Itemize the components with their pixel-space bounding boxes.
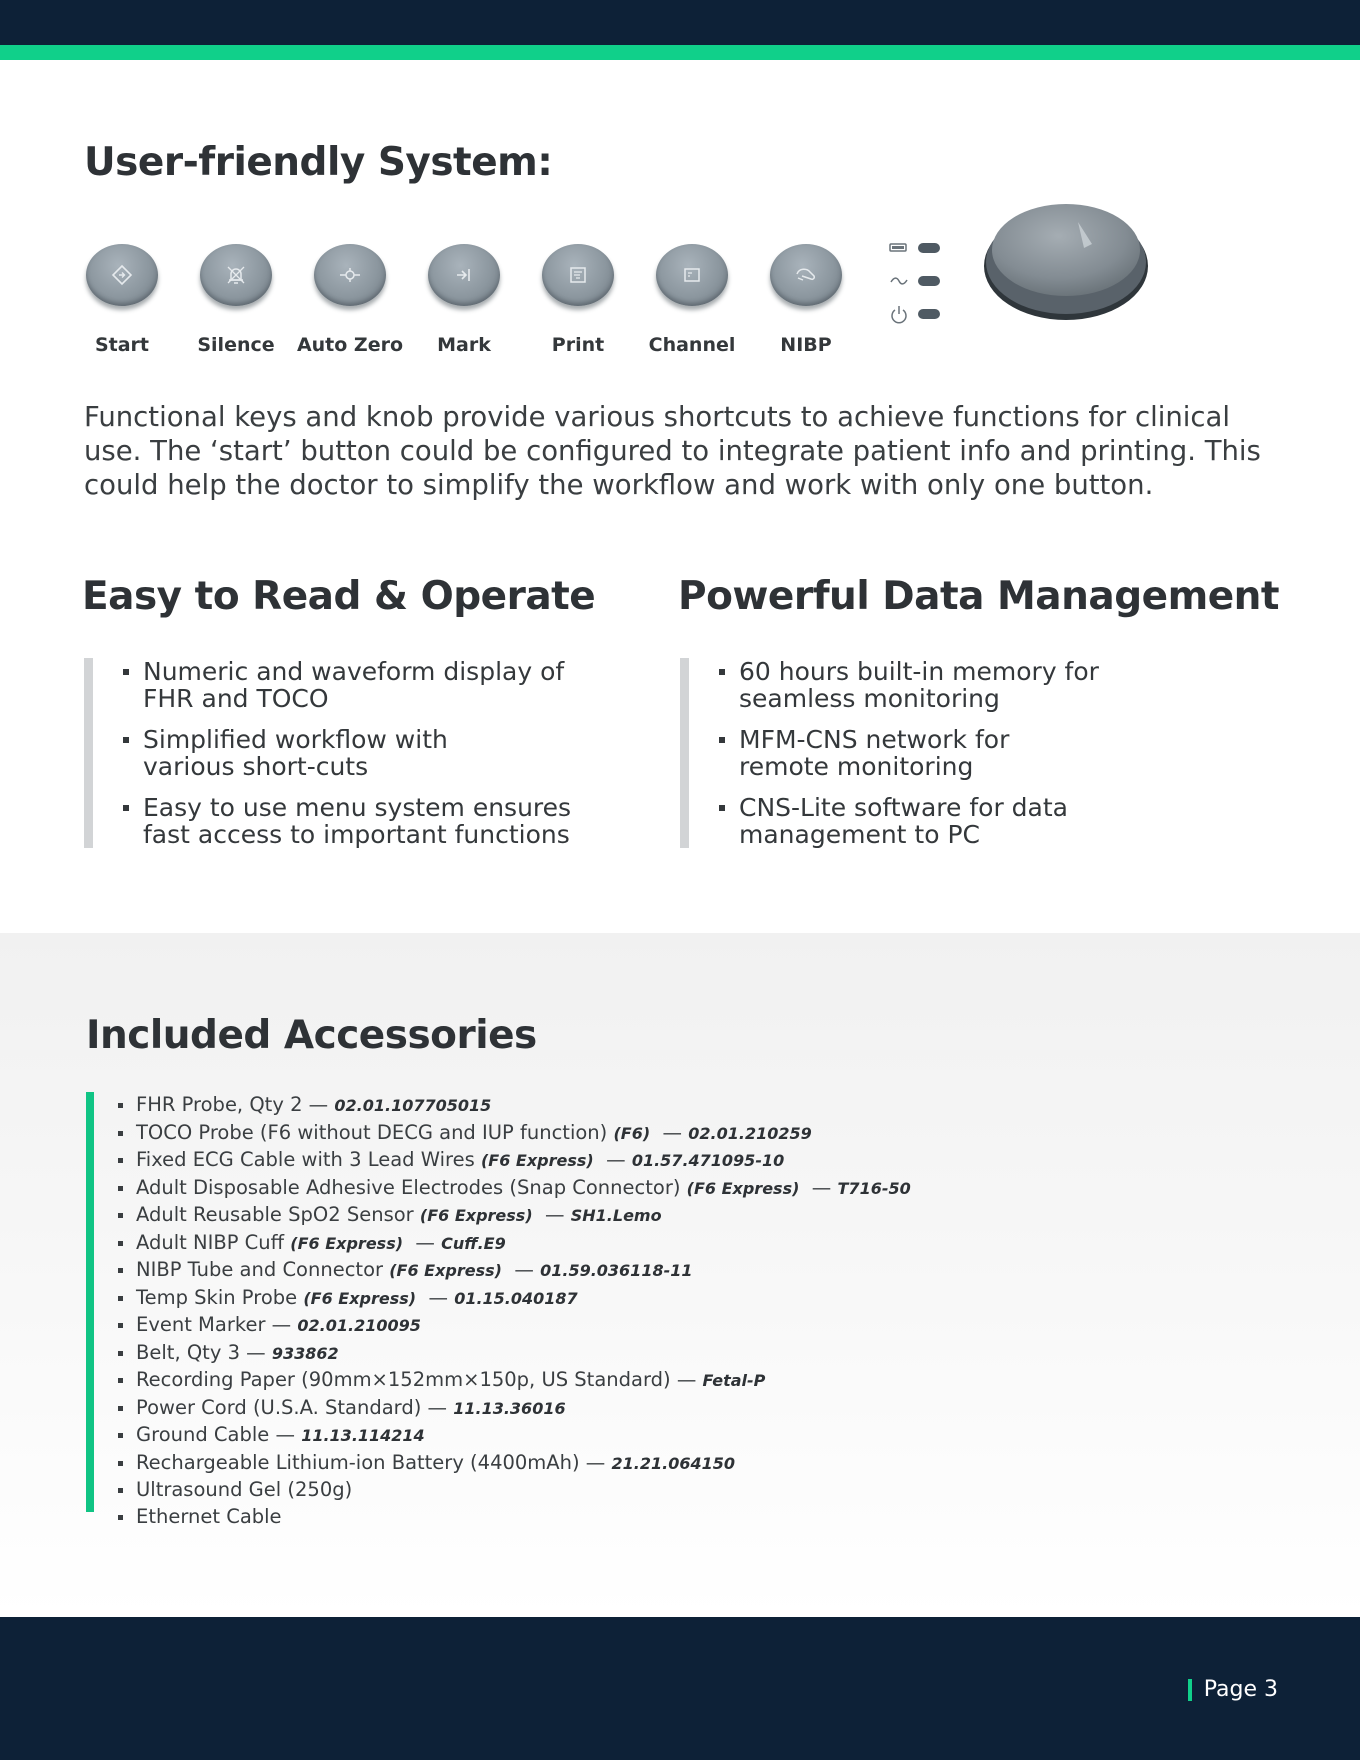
auto-zero-icon (314, 244, 386, 306)
accessory-name: Rechargeable Lithium-ion Battery (4400mAh) (136, 1450, 580, 1474)
auto-zero-key (296, 244, 404, 356)
accessory-model-note: (F6 Express) (303, 1288, 417, 1308)
list-item: Fixed ECG Cable with 3 Lead Wires (F6 Express) — 01.57.471095-10 (116, 1147, 986, 1175)
list-item: Recording Paper (90mm×152mm×150p, US Standard) — Fetal-P (116, 1367, 986, 1395)
print-key (540, 244, 616, 356)
list-item: Simplified workflow with various short-cuts (121, 726, 511, 780)
accessory-model-note: (F6 Express) (290, 1233, 404, 1253)
auto-zero-key-label: Auto Zero (296, 334, 404, 356)
accessory-part-code: 02.01.107705015 (334, 1096, 492, 1115)
data-management-features-list (680, 658, 1240, 848)
list-item: Power Cord (U.S.A. Standard) — 11.13.36016 (116, 1395, 986, 1423)
accessories-title: Included Accessories (86, 1013, 537, 1058)
list-item: Event Marker — 02.01.210095 (116, 1312, 986, 1340)
mark-arrow-icon (428, 244, 500, 306)
mark-key (426, 244, 502, 356)
data-management-title: Powerful Data Management (678, 574, 1280, 619)
ac-power-indicator (886, 271, 946, 291)
list-item: Rechargeable Lithium-ion Battery (4400mAh) — 21.21.064150 (116, 1450, 986, 1478)
accessory-part-code: 11.13.36016 (453, 1398, 566, 1418)
accessory-model-note: (F6 Express) (480, 1151, 594, 1170)
channel-icon (656, 244, 728, 306)
accessory-name: NIBP Tube and Connector (136, 1258, 384, 1281)
list-item: Ground Cable — 11.13.114214 (116, 1422, 986, 1450)
list-item: MFM-CNS network for remote monitoring (717, 726, 1077, 780)
battery-indicator (886, 238, 946, 258)
list-item (116, 1504, 986, 1531)
silence-key (197, 244, 275, 356)
easy-to-read-title: Easy to Read & Operate (82, 574, 596, 619)
accessory-model-note: (F6) (613, 1123, 651, 1143)
accessory-name: Adult Disposable Adhesive Electrodes (Snap Connector) (136, 1175, 681, 1199)
list-item: FHR Probe, Qty 2 — 02.01.107705015 (116, 1092, 986, 1120)
nibp-cuff-icon (770, 244, 842, 306)
list-item: Temp Skin Probe (F6 Express) — 01.15.040187 (116, 1285, 986, 1313)
start-key (84, 244, 160, 356)
accessory-part-code: 21.21.064150 (611, 1453, 735, 1473)
start-key-label: Start (94, 334, 150, 356)
ac-power-icon (888, 271, 910, 291)
status-indicators (886, 238, 946, 318)
list-item: Numeric and waveform display of FHR and TOCO (121, 658, 571, 712)
power-indicator (886, 304, 946, 324)
silence-bell-icon (200, 244, 272, 306)
list-item: Adult Reusable SpO2 Sensor (F6 Express) — SH1.Lemo (116, 1202, 986, 1230)
accessory-name: Belt, Qty 3 (136, 1340, 240, 1364)
accessory-name: Power Cord (U.S.A. Standard) (136, 1395, 422, 1419)
channel-key (648, 244, 736, 356)
accessory-name: Ethernet Cable (136, 1504, 282, 1528)
accessory-name: Fixed ECG Cable with 3 Lead Wires (136, 1148, 475, 1171)
nibp-key-label: NIBP (780, 334, 832, 356)
header-accent-stripe (0, 45, 1360, 60)
print-key-label: Print (551, 334, 605, 356)
silence-key-label: Silence (197, 334, 275, 356)
channel-key-label: Channel (648, 334, 736, 356)
power-icon (888, 304, 910, 324)
print-icon (542, 244, 614, 306)
battery-led (918, 243, 940, 253)
header-band (0, 0, 1360, 45)
accessory-model-note: (F6 Express) (686, 1178, 800, 1198)
accessory-part-code: 01.15.040187 (454, 1288, 578, 1308)
ac-power-led (918, 276, 940, 286)
list-item: Adult Disposable Adhesive Electrodes (Snap Connector) (F6 Express) — T716-50 (116, 1175, 986, 1203)
page-number: Page 3 (1188, 1679, 1278, 1701)
accessory-part-code: Fetal-P (702, 1371, 766, 1390)
accessory-part-code: 11.13.114214 (301, 1426, 425, 1445)
accessory-name: Temp Skin Probe (136, 1285, 298, 1309)
list-item: Belt, Qty 3 — 933862 (116, 1340, 986, 1368)
footer-band (0, 1617, 1360, 1760)
list-item: CNS-Lite software for data management to PC (717, 794, 1117, 848)
list-item: Easy to use menu system ensures fast access to important functions (121, 794, 621, 848)
power-led (918, 309, 940, 319)
easy-features-list (84, 658, 644, 848)
accessory-name: Adult Reusable SpO2 Sensor (136, 1203, 414, 1226)
accessory-part-code: 01.57.471095-10 (631, 1151, 785, 1170)
accessory-part-code: 933862 (271, 1343, 339, 1363)
accessory-name: TOCO Probe (F6 without DECG and IUP function) (136, 1120, 608, 1144)
accessory-part-code: T716-50 (837, 1178, 911, 1198)
accessory-name: Event Marker (136, 1313, 266, 1336)
accessory-part-code: 02.01.210095 (297, 1316, 421, 1335)
accessory-name: FHR Probe, Qty 2 (136, 1093, 303, 1116)
list-item (116, 1477, 986, 1504)
list-item: Adult NIBP Cuff (F6 Express) — Cuff.E9 (116, 1230, 986, 1258)
accessory-name: Ultrasound Gel (250g) (136, 1478, 353, 1501)
accessory-model-note: (F6 Express) (389, 1261, 502, 1280)
list-item: NIBP Tube and Connector (F6 Express) — 01.59.036118-11 (116, 1257, 986, 1285)
mark-key-label: Mark (437, 334, 491, 356)
accessory-part-code: SH1.Lemo (570, 1206, 662, 1225)
intro-paragraph: Functional keys and knob provide various shortcuts to achieve functions for clinical use. The ‘start’ button could be configured to integrate patient info and printing. This could help the doctor to simplify the workflow and work with only one button. (84, 401, 1261, 501)
nibp-key (768, 244, 844, 356)
accessory-name: Recording Paper (90mm×152mm×150p, US Standard) (136, 1368, 671, 1391)
list-item: TOCO Probe (F6 without DECG and IUP function) (F6) — 02.01.210259 (116, 1120, 986, 1148)
rotary-knob (982, 192, 1150, 322)
diamond-arrow-icon (86, 244, 158, 306)
accessory-name: Ground Cable (136, 1423, 270, 1446)
accessories-list (86, 1092, 986, 1528)
accessory-name: Adult NIBP Cuff (136, 1230, 285, 1254)
battery-icon (888, 238, 910, 258)
user-friendly-title: User-friendly System: (84, 140, 553, 185)
accessory-part-code: Cuff.E9 (441, 1233, 506, 1253)
accessory-model-note: (F6 Express) (419, 1206, 533, 1225)
list-item: 60 hours built-in memory for seamless monitoring (717, 658, 1147, 712)
accessory-part-code: 01.59.036118-11 (540, 1261, 693, 1280)
accessory-part-code: 02.01.210259 (688, 1123, 812, 1143)
